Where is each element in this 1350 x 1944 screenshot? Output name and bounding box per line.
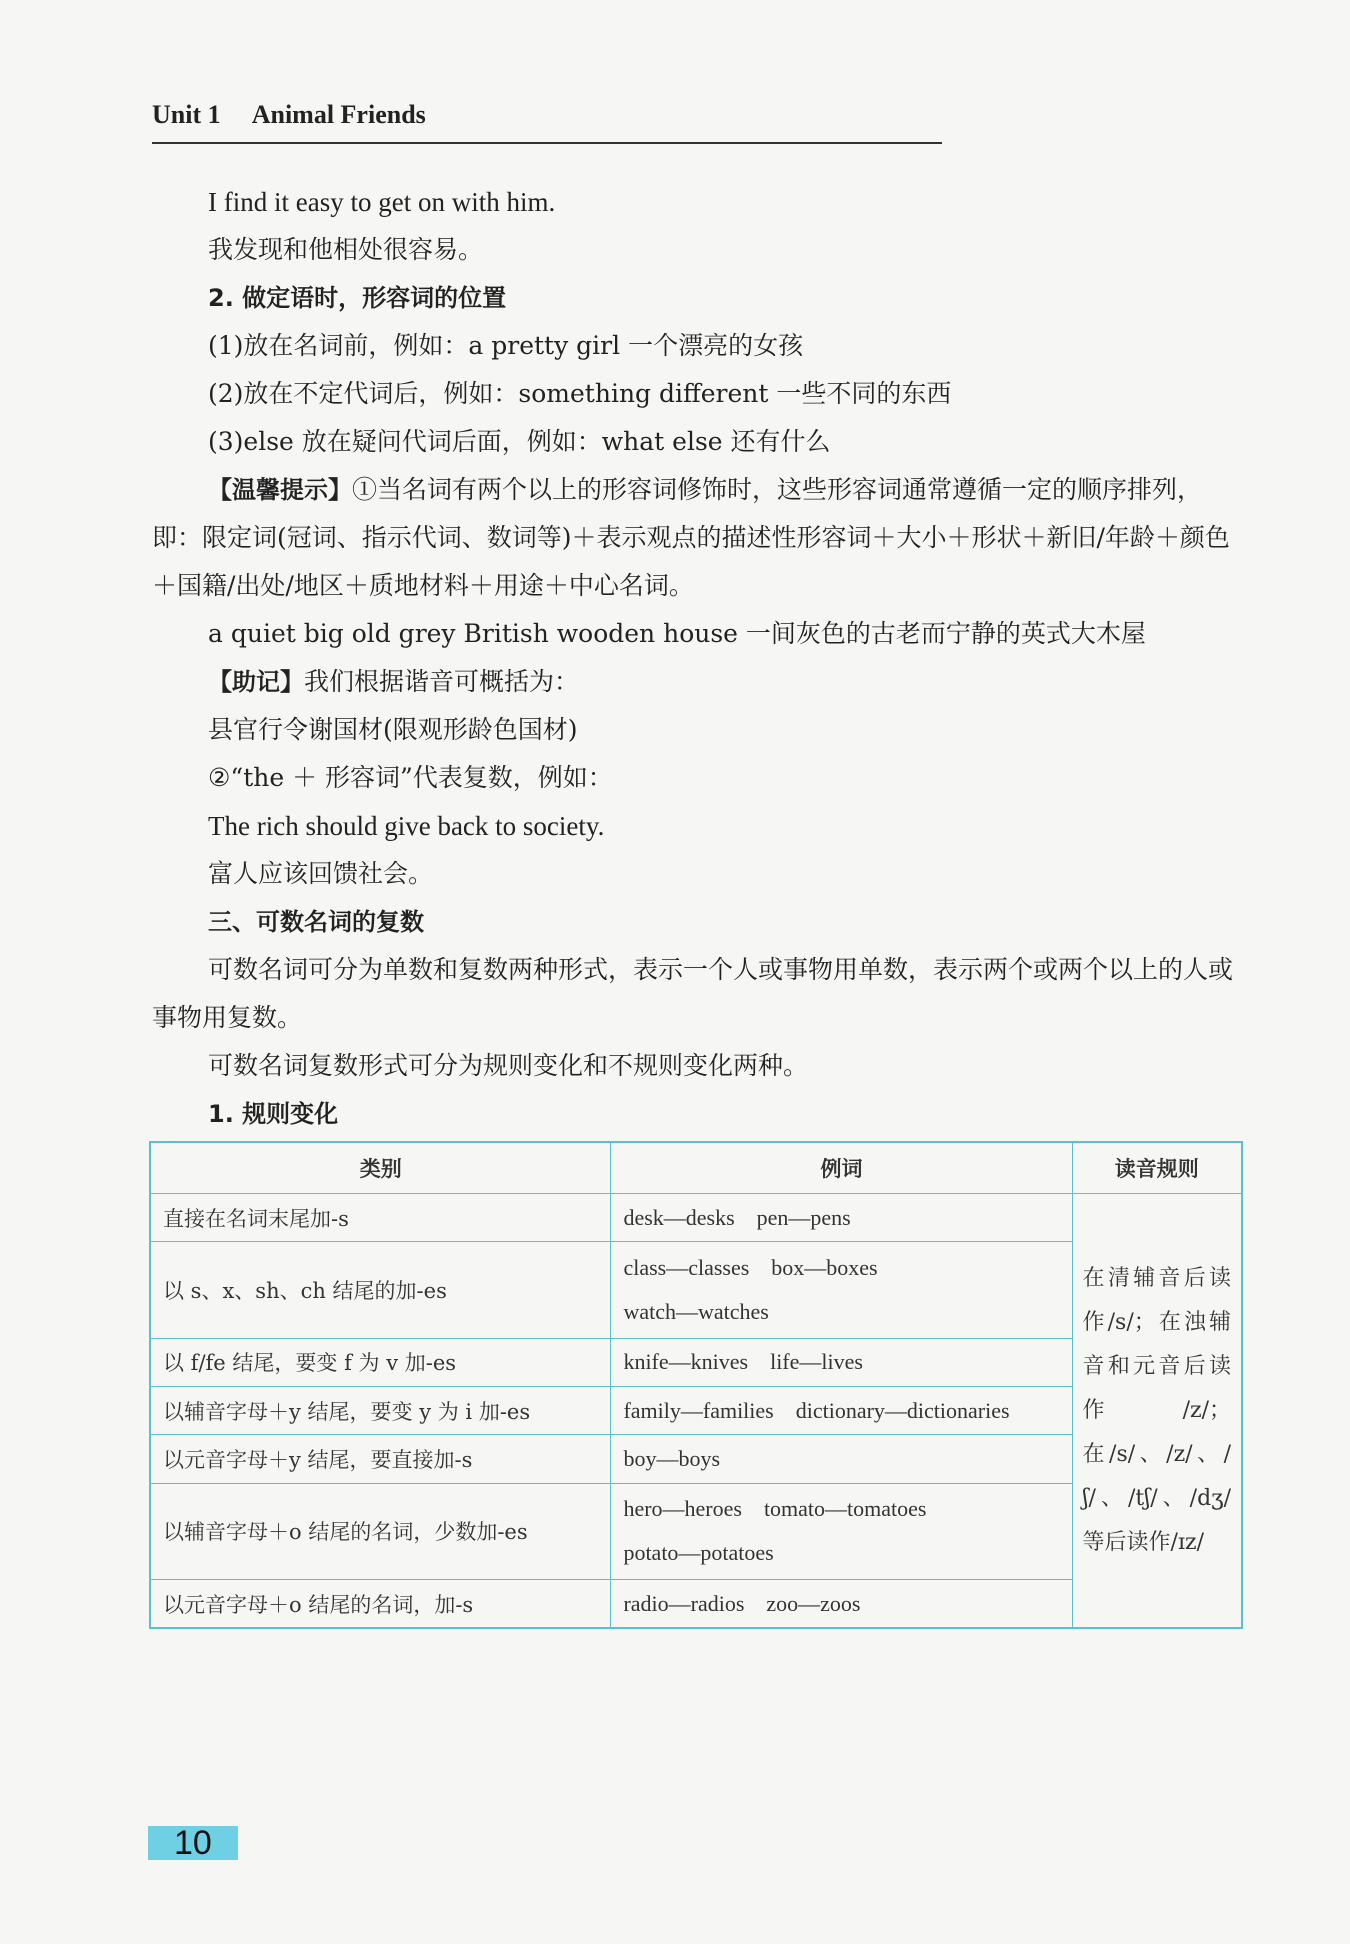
header-examples: 例词 xyxy=(611,1142,1072,1194)
examples-cell: radio—radios zoo—zoos xyxy=(611,1580,1072,1628)
category-cell: 以 s、x、sh、ch 结尾的加-es xyxy=(150,1242,611,1339)
example-line: class—classes box—boxes xyxy=(623,1255,878,1281)
tip-label: 【温馨提示】 xyxy=(208,476,352,504)
memo-label: 【助记】 xyxy=(208,668,304,696)
examples-cell: knife—knives life—lives xyxy=(611,1338,1072,1386)
page-number: 10 xyxy=(148,1826,238,1860)
category-cell: 以辅音字母＋o 结尾的名词，少数加-es xyxy=(150,1483,611,1580)
page-header xyxy=(152,100,942,144)
adjective-order-example: a quiet big old grey British wooden house 一间灰色的古老而宁静的英式大木屋 xyxy=(208,619,1146,648)
examples-cell xyxy=(611,1242,1072,1339)
table-row xyxy=(150,1194,1242,1242)
tip-text: ①当名词有两个以上的形容词修饰时，这些形容词通常遵循一定的顺序排列，即：限定词(冠词、指示代词、数词等)＋表示观点的描述性形容词＋大小＋形状＋新旧/年龄＋颜色＋国籍/出处/地区＋质地材料＋用途＋中心名词。 xyxy=(152,475,1230,600)
rule-item-1: (1)放在名词前，例如：a pretty girl 一个漂亮的女孩 xyxy=(208,331,804,360)
header-pronunciation: 读音规则 xyxy=(1072,1142,1242,1194)
example-line: potato—potatoes xyxy=(623,1540,774,1566)
examples-cell: desk—desks pen—pens xyxy=(611,1194,1072,1242)
example-line: watch—watches xyxy=(623,1299,769,1325)
the-adjective-rule: ②“the ＋ 形容词”代表复数，例如： xyxy=(208,763,613,792)
example-sentence-zh: 我发现和他相处很容易。 xyxy=(208,235,484,264)
memo-paragraph xyxy=(152,658,1242,706)
example-line: hero—heroes tomato—tomatoes xyxy=(623,1496,927,1522)
category-cell: 以元音字母＋o 结尾的名词，加-s xyxy=(150,1580,611,1628)
tip-paragraph xyxy=(152,466,1242,610)
category-cell: 以元音字母＋y 结尾，要直接加-s xyxy=(150,1435,611,1483)
rule-item-3: (3)else 放在疑问代词后面，例如：what else 还有什么 xyxy=(208,427,831,456)
examples-cell: boy—boys xyxy=(611,1435,1072,1483)
unit-title: Animal Friends xyxy=(251,100,426,129)
section-heading-plural: 三、可数名词的复数 xyxy=(208,908,424,936)
example-sentence-en: I find it easy to get on with him. xyxy=(208,187,556,217)
category-cell: 以 f/fe 结尾，要变 f 为 v 加-es xyxy=(150,1338,611,1386)
memo-text: 我们根据谐音可概括为： xyxy=(304,667,580,696)
plural-rules-table xyxy=(149,1141,1243,1629)
pronunciation-rule-cell: 在清辅音后读作/s/；在浊辅音和元音后读作/z/；在/s/、/z/、/ʃ/、/tʃ/、/dʒ/ 等后读作/ɪz/ xyxy=(1072,1194,1242,1629)
memo-mnemonic: 县官行令谢国材(限观形龄色国材) xyxy=(208,715,578,744)
section-heading-attributive: 2. 做定语时，形容词的位置 xyxy=(208,284,507,312)
plural-forms: 可数名词复数形式可分为规则变化和不规则变化两种。 xyxy=(208,1051,809,1080)
rule-item-2: (2)放在不定代词后，例如：something different 一些不同的东西 xyxy=(208,379,952,408)
header-category: 类别 xyxy=(150,1142,611,1194)
category-cell: 以辅音字母＋y 结尾，要变 y 为 i 加-es xyxy=(150,1387,611,1435)
the-adjective-example-en: The rich should give back to society. xyxy=(208,811,605,841)
the-adjective-example-zh: 富人应该回馈社会。 xyxy=(208,859,434,888)
category-cell: 直接在名词末尾加-s xyxy=(150,1194,611,1242)
subsection-heading-regular: 1. 规则变化 xyxy=(208,1100,339,1128)
plural-intro: 可数名词可分为单数和复数两种形式，表示一个人或事物用单数，表示两个或两个以上的人或事物用复数。 xyxy=(152,955,1234,1032)
examples-cell xyxy=(611,1483,1072,1580)
examples-cell: family—families dictionary—dictionaries xyxy=(611,1387,1072,1435)
unit-label: Unit 1 xyxy=(152,100,221,129)
page-body xyxy=(152,178,1242,1138)
table-header-row xyxy=(150,1142,1242,1194)
